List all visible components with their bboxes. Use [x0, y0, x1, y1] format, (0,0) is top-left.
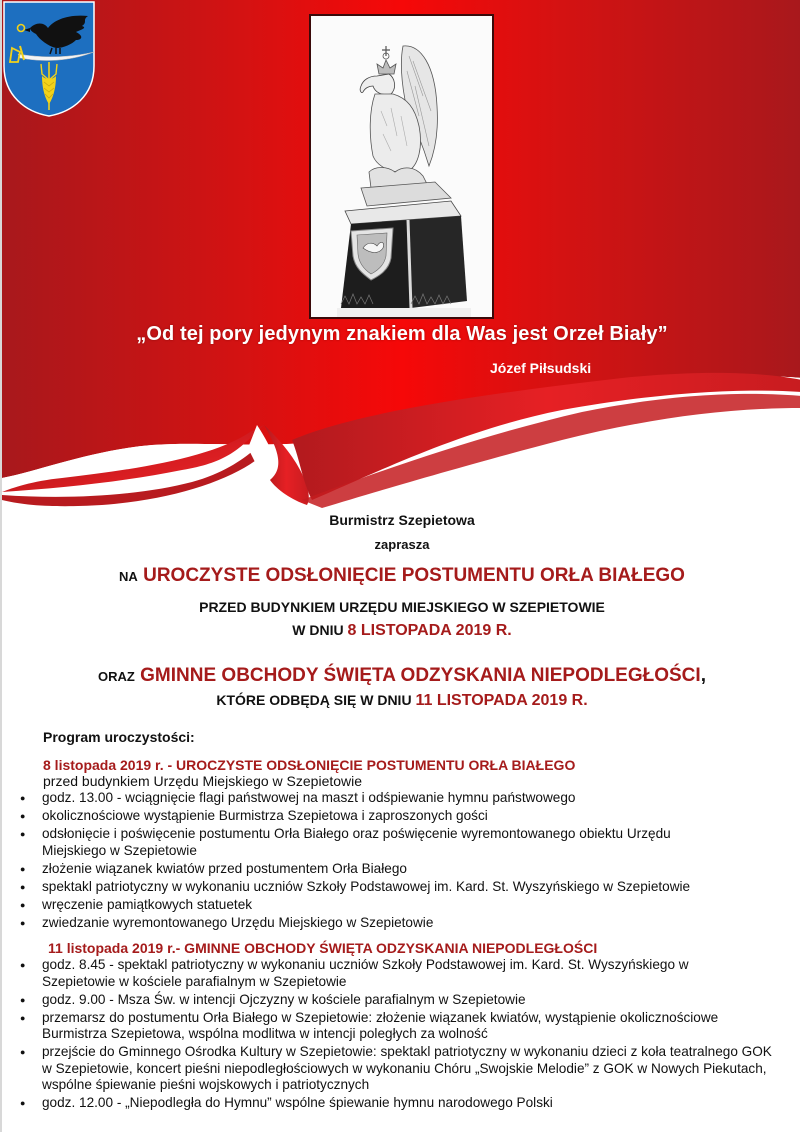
eagle-monument-icon — [311, 16, 492, 317]
list-item: ● godz. 13.00 - wciągnięcie flagi państwowej na maszt i odśpiewanie hymnu państwowego — [16, 790, 786, 807]
headline-independence — [2, 665, 800, 687]
headline-suffix: , — [700, 665, 706, 686]
inviter-verb: zaprasza — [374, 537, 430, 552]
date-prefix: KTÓRE ODBĘDĄ SIĘ W DNIU — [216, 692, 412, 708]
list-item: ● godz. 8.45 - spektakl patriotyczny w wykonaniu uczniów Szkoły Podstawowej im. Kard. St. Wyszyńskiego w Szepietowie w kościele parafialnym w Szepietowie — [16, 957, 756, 990]
eagle-monument-picture — [309, 14, 494, 319]
headline-location: PRZED BUDYNKIEM URZĘDU MIEJSKIEGO W SZEPIETOWIE — [199, 599, 605, 615]
list-item: ● spektakl patriotyczny w wykonaniu uczniów Szkoły Podstawowej im. Kard. St. Wyszyńskiego w Szepietowie — [16, 879, 786, 896]
list-item: ● przejście do Gminnego Ośrodka Kultury w Szepietowie: spektakl patriotyczny w wykonaniu dzieci z koła teatralnego GOK w Szepietowie, koncert pieśni niepodległościowych w wykonaniu Chóru „Swojskie Melodie” z GOK w Nowych Piekutach, wspólne śpiewanie pieśni wojskowych i patriotycznych — [16, 1044, 776, 1094]
list-item: ● przemarsz do postumentu Orła Białego w Szepietowie: złożenie wiązanek kwiatów, wystąpienie okolicznościowe Burmistrza Szepietowa, wspólna modlitwa w intencji poległych za wolność — [16, 1010, 756, 1043]
coat-of-arms-icon — [2, 0, 96, 118]
header-banner — [2, 0, 800, 540]
quote: „Od tej pory jedynym znakiem dla Was jest Orzeł Biały” — [136, 323, 668, 345]
quote-author: Józef Piłsudski — [490, 360, 592, 376]
program-day-heading: 8 listopada 2019 r. - UROCZYSTE ODSŁONIĘCIE POSTUMENTU ORŁA BIAŁEGO — [43, 757, 576, 773]
program-title: Program uroczystości: — [43, 729, 195, 745]
list-item: ● godz. 9.00 - Msza Św. w intencji Ojczyzny w kościele parafialnym w Szepietowie — [16, 992, 786, 1009]
list-item: ● złożenie wiązanek kwiatów przed postumentem Orła Białego — [16, 861, 786, 878]
program-day-subheading: przed budynkiem Urzędu Miejskiego w Szepietowie — [43, 773, 363, 789]
list-item: ● odsłonięcie i poświęcenie postumentu Orła Białego oraz poświęcenie wyremontowanego obiektu Urzędu Miejskiego w Szepietowie — [16, 826, 696, 859]
headline-highlight: UROCZYSTE ODSŁONIĘCIE POSTUMENTU ORŁA BIAŁEGO — [143, 565, 685, 586]
list-item: ● godz. 12.00 - „Niepodległa do Hymnu” wspólne śpiewanie hymnu narodowego Polski — [16, 1095, 786, 1112]
headline-unveiling — [2, 565, 800, 587]
headline-date-1 — [2, 622, 800, 640]
headline-prefix: ORAZ — [98, 669, 135, 684]
date-prefix: W DNIU — [292, 622, 344, 638]
inviter-name: Burmistrz Szepietowa — [329, 512, 475, 528]
date-highlight: 8 LISTOPADA 2019 R. — [347, 622, 512, 639]
headline-highlight: GMINNE OBCHODY ŚWIĘTA ODZYSKANIA NIEPODLEGŁOŚCI — [140, 665, 701, 686]
headline-prefix: NA — [119, 569, 138, 584]
program-day-1-list — [16, 790, 786, 933]
program-day-heading: 11 listopada 2019 r.- GMINNE OBCHODY ŚWIĘTA ODZYSKANIA NIEPODLEGŁOŚCI — [48, 940, 598, 956]
list-item: ● wręczenie pamiątkowych statuetek — [16, 897, 786, 914]
list-item: ● zwiedzanie wyremontowanego Urzędu Miejskiego w Szepietowie — [16, 915, 786, 932]
date-highlight: 11 LISTOPADA 2019 R. — [415, 692, 588, 709]
headline-date-2 — [2, 692, 800, 710]
program-day-2-list — [16, 957, 786, 1113]
list-item: ● okolicznościowe wystąpienie Burmistrza Szepietowa i zaproszonych gości — [16, 808, 786, 825]
